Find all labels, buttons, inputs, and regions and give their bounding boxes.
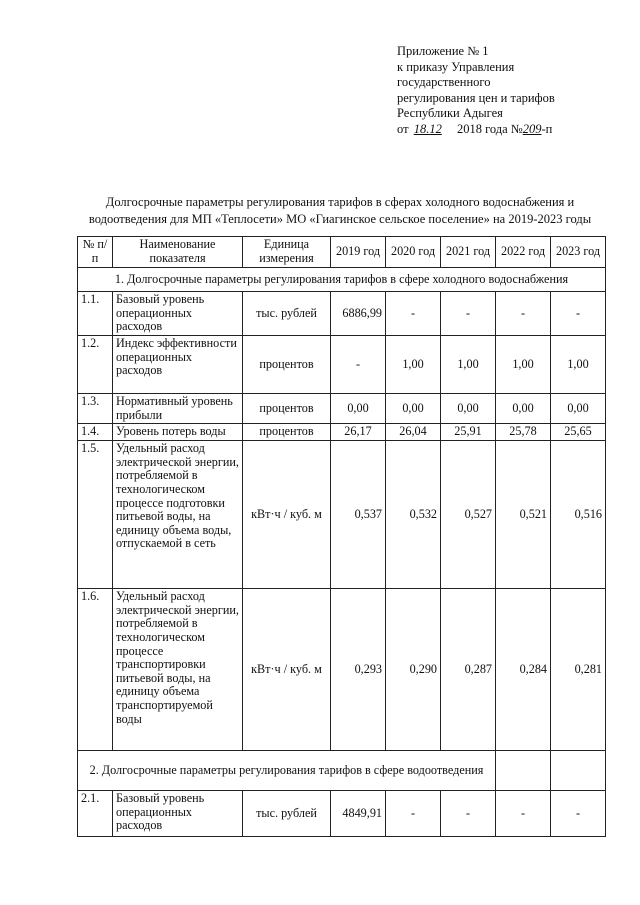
date-prefix: от <box>397 121 409 136</box>
number-suffix: -п <box>541 121 553 136</box>
row-unit: процентов <box>243 424 331 441</box>
table-row <box>78 791 606 837</box>
row-v2020: - <box>386 292 441 336</box>
appendix-line-4: регулирования цен и тарифов <box>397 90 555 105</box>
row-v2019: 26,17 <box>331 424 386 441</box>
row-v2021: 0,527 <box>441 441 496 589</box>
row-name: Удельный расход электрической энергии, потребляемой в технологическом процессе подготовки питьевой воды, на единицу объема воды, отпускаемой в сеть <box>113 441 243 589</box>
row-v2023: 0,516 <box>551 441 606 589</box>
table-row <box>78 394 606 424</box>
row-v2021: 1,00 <box>441 336 496 394</box>
year-text: 2018 года № <box>456 121 523 136</box>
row-name: Удельный расход электрической энергии, потребляемой в технологическом процессе транспортировки питьевой воды, на единицу объема транспортируемой воды <box>113 589 243 751</box>
row-unit: тыс. рублей <box>243 791 331 837</box>
row-name: Индекс эффективности операционных расходов <box>113 336 243 394</box>
row-v2022: 25,78 <box>496 424 551 441</box>
row-v2022: - <box>496 791 551 837</box>
row-unit: процентов <box>243 336 331 394</box>
row-v2021: 0,287 <box>441 589 496 751</box>
table-row <box>78 441 606 589</box>
appendix-line-1: Приложение № 1 <box>397 44 489 58</box>
row-v2020: 0,532 <box>386 441 441 589</box>
header-name: Наименование показателя <box>113 237 243 268</box>
document-title: Долгосрочные параметры регулирования тарифов в сферах холодного водоснабжения и водоотведения для МП «Теплосети» МО «Гиагинское сельское поселение» на 2019-2023 годы <box>88 195 592 226</box>
row-v2022: 1,00 <box>496 336 551 394</box>
header-unit: Единица измерения <box>243 237 331 268</box>
row-v2020: 26,04 <box>386 424 441 441</box>
row-v2022: 0,00 <box>496 394 551 424</box>
row-v2023: 25,65 <box>551 424 606 441</box>
row-num: 1.1. <box>78 292 113 336</box>
table-row <box>78 424 606 441</box>
row-unit: тыс. рублей <box>243 292 331 336</box>
row-v2019: 0,537 <box>331 441 386 589</box>
empty-cell <box>496 751 551 791</box>
row-num: 1.5. <box>78 441 113 589</box>
section-1-title: 1. Долгосрочные параметры регулирования тарифов в сфере холодного водоснабжения <box>78 268 606 292</box>
row-v2022: - <box>496 292 551 336</box>
row-v2021: 25,91 <box>441 424 496 441</box>
section-row <box>78 751 606 791</box>
row-v2021: - <box>441 791 496 837</box>
appendix-block <box>397 44 555 138</box>
appendix-line-3: государственного <box>397 75 491 90</box>
table-row <box>78 292 606 336</box>
handwritten-date: 18.12 <box>413 121 442 136</box>
appendix-date-line <box>397 122 555 138</box>
row-v2020: 0,00 <box>386 394 441 424</box>
row-v2019: 0,293 <box>331 589 386 751</box>
row-num: 2.1. <box>78 791 113 837</box>
row-v2022: 0,284 <box>496 589 551 751</box>
row-name: Уровень потерь воды <box>113 424 243 441</box>
row-unit: процентов <box>243 394 331 424</box>
row-v2020: 1,00 <box>386 336 441 394</box>
row-name: Базовый уровень операционных расходов <box>113 292 243 336</box>
table-row <box>78 589 606 751</box>
appendix-line-2: к приказу Управления <box>397 59 515 74</box>
row-v2023: 0,281 <box>551 589 606 751</box>
header-num: № п/п <box>78 237 113 268</box>
table-row <box>78 336 606 394</box>
header-2021: 2021 год <box>441 237 496 268</box>
row-v2023: - <box>551 791 606 837</box>
row-num: 1.4. <box>78 424 113 441</box>
row-v2020: - <box>386 791 441 837</box>
row-v2021: 0,00 <box>441 394 496 424</box>
row-v2021: - <box>441 292 496 336</box>
row-name: Базовый уровень операционных расходов <box>113 791 243 837</box>
row-v2023: 0,00 <box>551 394 606 424</box>
table-header-row <box>78 237 606 268</box>
row-v2022: 0,521 <box>496 441 551 589</box>
section-row <box>78 268 606 292</box>
row-num: 1.6. <box>78 589 113 751</box>
empty-cell <box>551 751 606 791</box>
row-v2019: 6886,99 <box>331 292 386 336</box>
header-2020: 2020 год <box>386 237 441 268</box>
row-name: Нормативный уровень прибыли <box>113 394 243 424</box>
row-unit: кВт·ч / куб. м <box>243 589 331 751</box>
parameters-table <box>77 236 606 837</box>
appendix-line-5: Республики Адыгея <box>397 106 503 121</box>
row-v2020: 0,290 <box>386 589 441 751</box>
row-unit: кВт·ч / куб. м <box>243 441 331 589</box>
row-v2019: - <box>331 336 386 394</box>
row-v2023: - <box>551 292 606 336</box>
row-num: 1.2. <box>78 336 113 394</box>
row-v2019: 0,00 <box>331 394 386 424</box>
header-2022: 2022 год <box>496 237 551 268</box>
header-2019: 2019 год <box>331 237 386 268</box>
handwritten-number: 209 <box>522 121 542 136</box>
row-v2019: 4849,91 <box>331 791 386 837</box>
header-2023: 2023 год <box>551 237 606 268</box>
section-2-title: 2. Долгосрочные параметры регулирования тарифов в сфере водоотведения <box>78 751 496 791</box>
row-num: 1.3. <box>78 394 113 424</box>
row-v2023: 1,00 <box>551 336 606 394</box>
